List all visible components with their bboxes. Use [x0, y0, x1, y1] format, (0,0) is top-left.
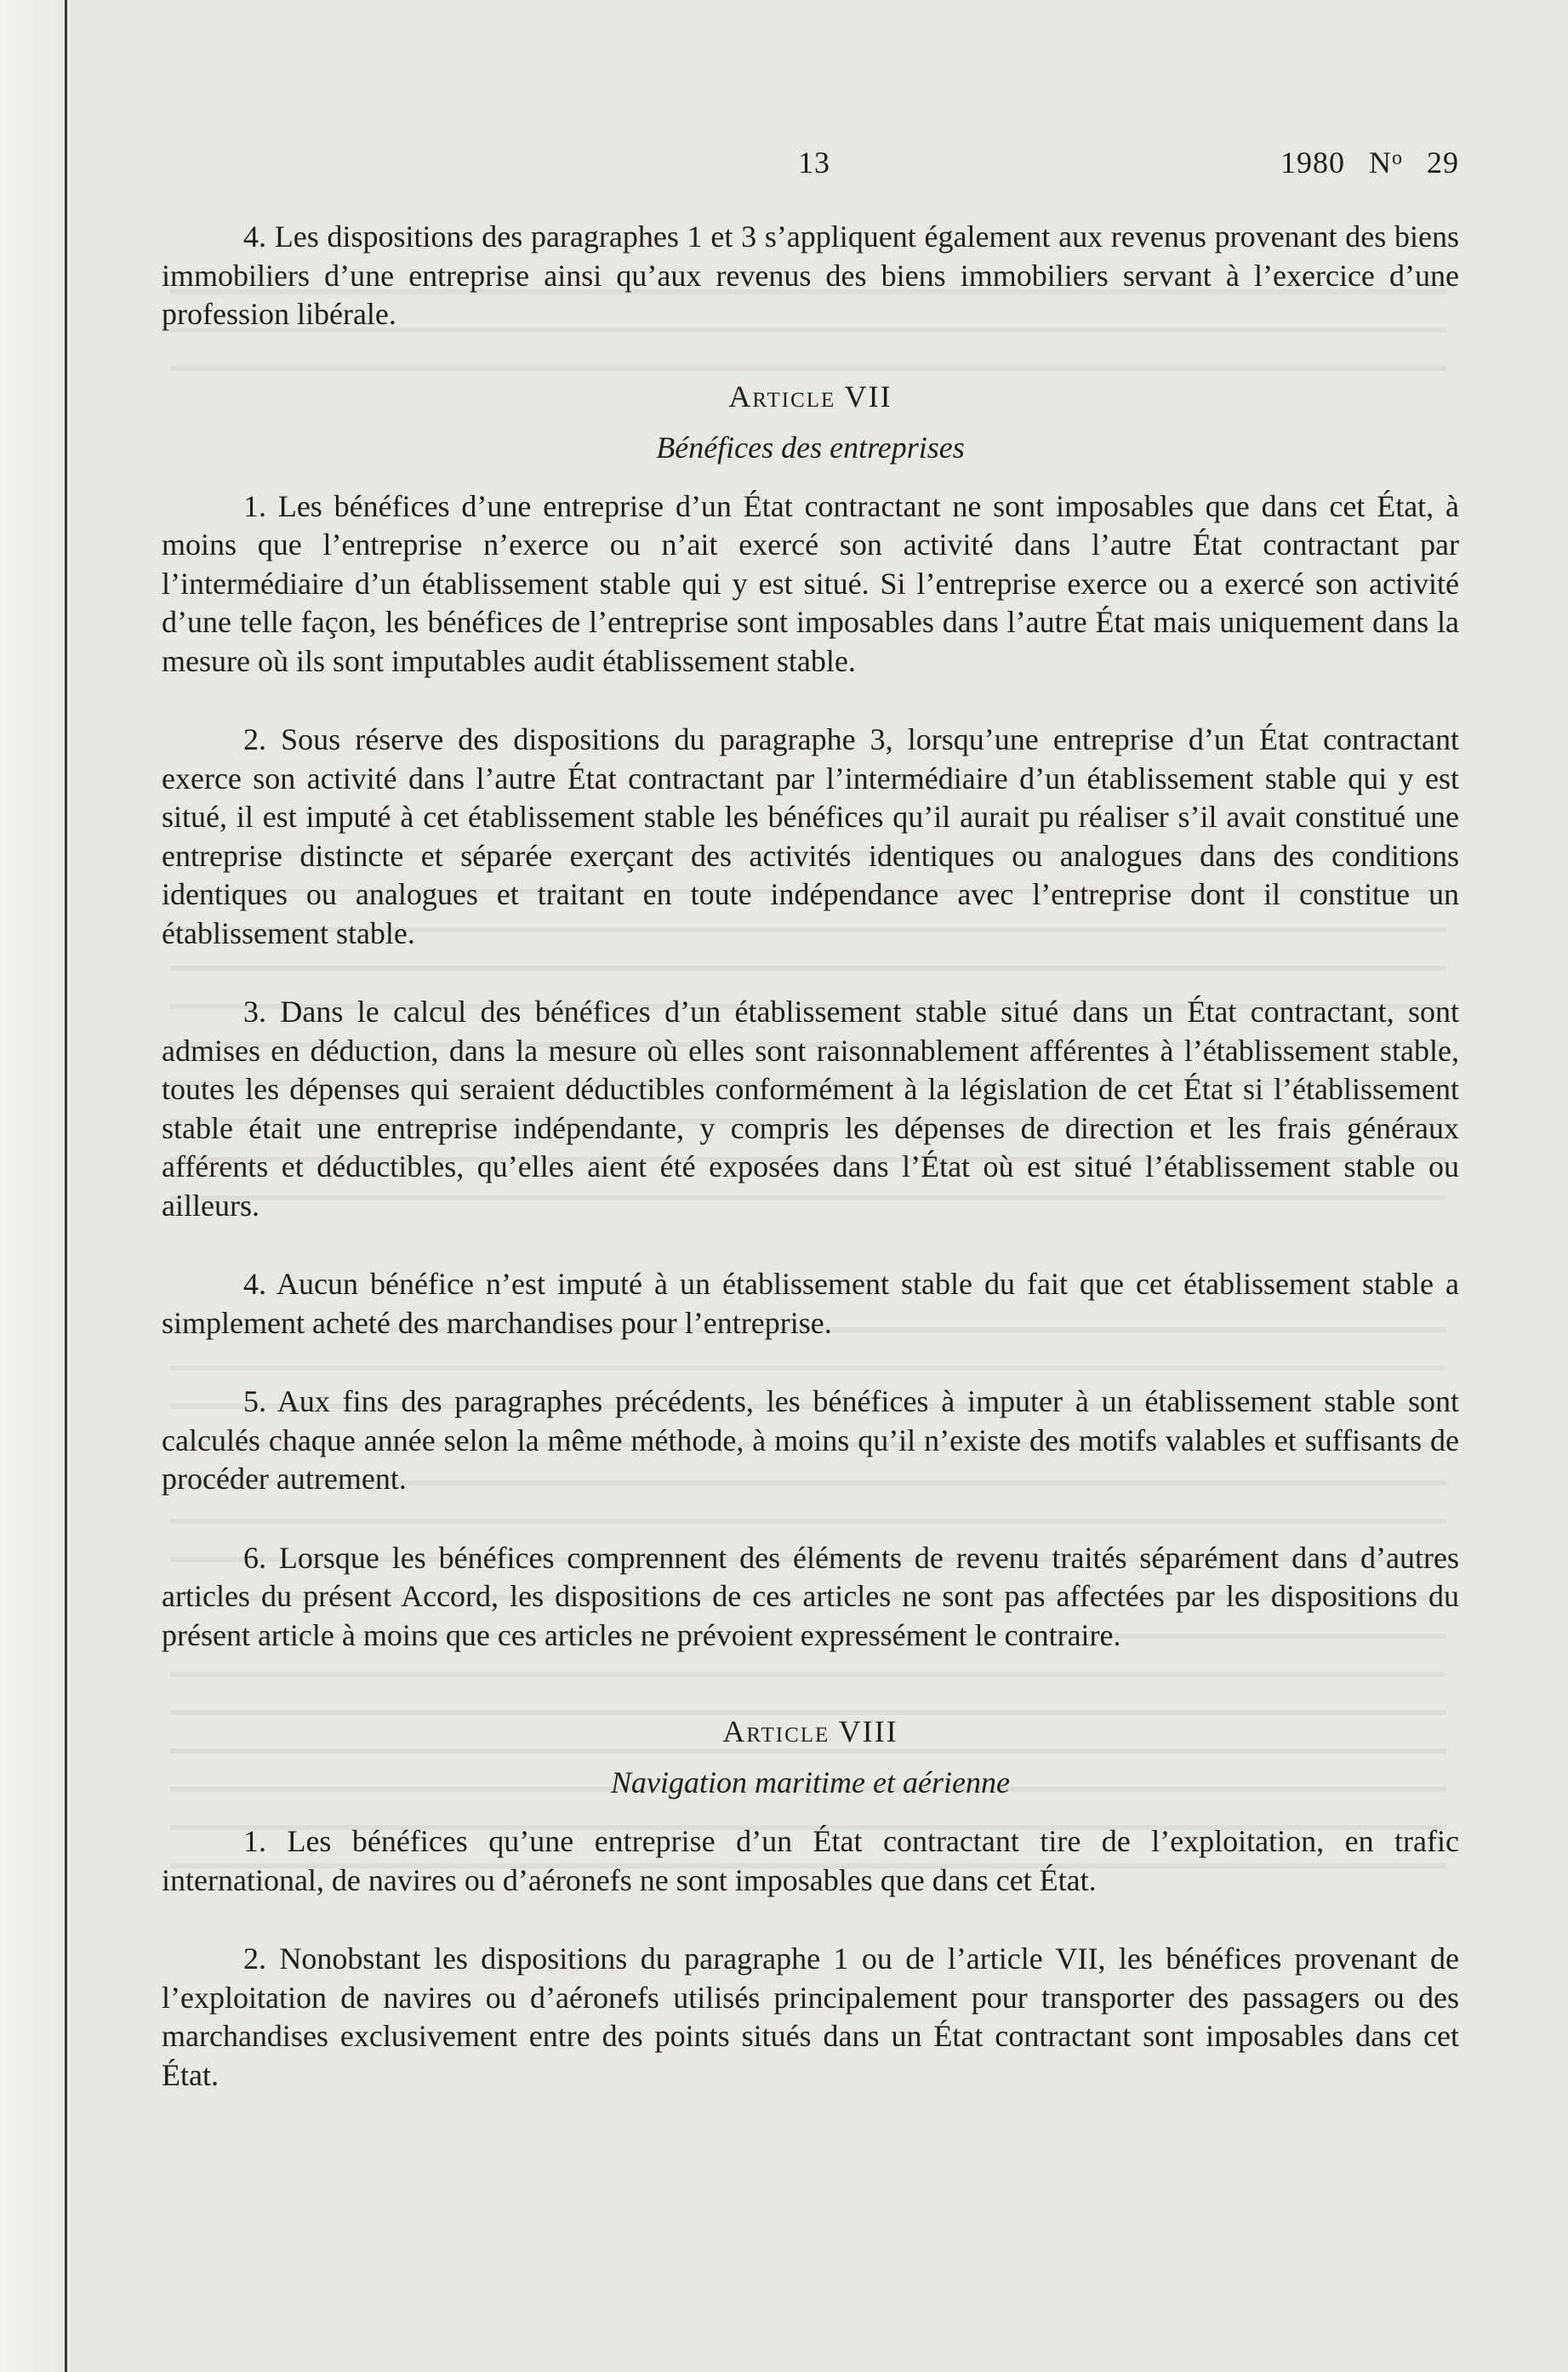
scan-page-edge: [0, 0, 85, 2372]
article-viii-paragraph-1: 1. Les bénéfices qu’une entreprise d’un État contractant tire de l’exploitation, en trafic international, de navires ou d’aéronefs ne sont imposables que dans cet État.: [162, 1824, 1459, 1897]
intro-paragraph: 4. Les dispositions des paragraphes 1 et 3 s’appliquent également aux revenus provenant des biens immobiliers d’une entreprise ainsi qu’aux revenus des biens immobiliers servant à l’exercice d’une profession libérale.: [162, 220, 1459, 331]
number-label: $N^o$: [1369, 145, 1403, 180]
page-number: 13: [798, 145, 830, 180]
article-viii-subtitle: Navigation maritime et aérienne: [611, 1765, 1010, 1799]
document-number: 29: [1427, 145, 1459, 180]
document-year: 1980: [1280, 145, 1345, 180]
document-identifier: [1280, 145, 1459, 180]
article-vii-subtitle: Bénéfices des entreprises: [656, 430, 965, 465]
article-vii-paragraph-5: 5. Aux fins des paragraphes précédents, les bénéfices à imputer à un établissement stable sont calculés chaque année selon la même méthode, à moins qu’il n’existe des motifs valables et suffisants de procéder autrement.: [162, 1384, 1459, 1496]
article-vii-paragraph-1: 1. Les bénéfices d’une entreprise d’un État contractant ne sont imposables que dans cet État, à moins que l’entreprise n’exerce ou n’ait exercé son activité dans l’autre État contractant par l’intermédiaire d’un établissement stable qui y est situé. Si l’entreprise exerce ou a exercé son activité d’une telle façon, les bénéfices de l’entreprise sont imposables dans l’autre État mais uniquement dans la mesure où ils sont imputables audit établissement stable.: [162, 488, 1459, 678]
article-vii-paragraph-4: 4. Aucun bénéfice n’est imputé à un établissement stable du fait que cet établissement stable a simplement acheté des marchandises pour l’entreprise.: [162, 1267, 1459, 1340]
binding-gutter-line: [65, 0, 67, 2372]
page-header: [162, 145, 1459, 196]
article-vii-heading: Article VII: [728, 379, 892, 413]
page-body: [162, 218, 1459, 2095]
article-vii-paragraph-3: 3. Dans le calcul des bénéfices d’un établissement stable situé dans un État contractant, sont admises en déduction, dans la mesure où elles sont raisonnablement afférentes à l’établissement stable, toutes les dépenses qui seraient déductibles conformément à la législation de cet État si l’établissement stable était une entreprise indépendante, y compris les dépenses de direction et les frais généraux afférents et déductibles, qu’elles aient été exposées dans l’État où est situé l’établissement stable ou ailleurs.: [162, 995, 1459, 1223]
article-viii-heading: Article VIII: [722, 1714, 898, 1748]
section-spacer: [162, 1695, 1459, 1713]
article-vii-paragraph-2: 2. Sous réserve des dispositions du paragraphe 3, lorsqu’une entreprise d’un État contractant exerce son activité dans l’autre État contractant par l’intermédiaire d’un établissement stable qui y est situé, il est imputé à cet établissement stable les bénéfices qu’il aurait pu réaliser s’il avait constitué une entreprise distincte et séparée exerçant des activités identiques ou analogues dans des conditions identiques ou analogues et traitant en toute indépendance avec l’entreprise dont il constitue un établissement stable.: [162, 722, 1459, 950]
document-page: [162, 145, 1459, 2135]
article-vii-paragraph-6: 6. Lorsque les bénéfices comprennent des éléments de revenu traités séparément dans d’autres articles du présent Accord, les dispositions de ces articles ne sont pas affectées par les dispositions du présent article à moins que ces articles ne prévoient expressément le contraire.: [162, 1540, 1459, 1652]
article-viii-paragraph-2: 2. Nonobstant les dispositions du paragraphe 1 ou de l’article VII, les bénéfices provenant de l’exploitation de navires ou d’aéronefs utilisés principalement pour transporter des passagers ou des marchandises exclusivement entre des points situés dans un État contractant sont imposables dans cet État.: [162, 1942, 1459, 2092]
